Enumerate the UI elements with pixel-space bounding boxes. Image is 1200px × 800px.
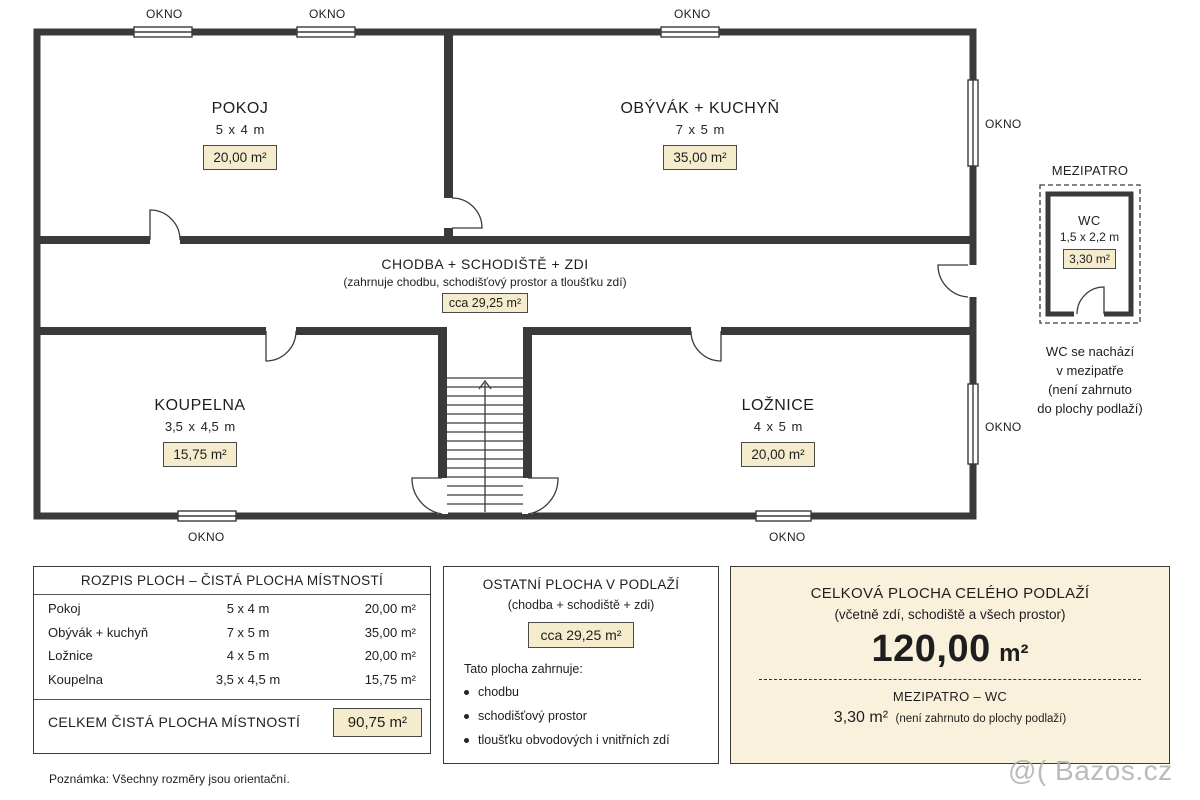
- door-opening: [150, 235, 180, 245]
- cell-dims: 4 x 5 m: [226, 648, 270, 664]
- room-name: KOUPELNA: [154, 397, 246, 414]
- list-item-text: tloušťku obvodových i vnitřních zdí: [478, 733, 670, 747]
- door-opening: [437, 478, 448, 514]
- list-item-text: schodišťový prostor: [478, 709, 587, 723]
- room-name: POKOJ: [211, 100, 269, 117]
- room-loznice: [678, 397, 878, 467]
- room-dimensions: 1,5 x 2,2 m: [1059, 230, 1120, 244]
- door-opening: [443, 198, 454, 228]
- list-item: [464, 704, 718, 728]
- window-bottom-1: [178, 511, 236, 521]
- table-row: [48, 668, 416, 692]
- window-label: OKNO: [769, 530, 806, 544]
- note-line: (není zahrnuto: [1048, 382, 1132, 397]
- window-top-2: [297, 27, 355, 37]
- table-row: [48, 597, 416, 621]
- stair-opening: [447, 326, 523, 336]
- room-area: 20,00 m²: [741, 442, 814, 467]
- cell-dims: 3,5 x 4,5 m: [215, 671, 281, 687]
- window-label: OKNO: [309, 7, 346, 21]
- door-swing-obyvak: [452, 198, 482, 228]
- cell-area: 35,00 m²: [364, 624, 416, 640]
- bullet-icon: [464, 738, 469, 743]
- window-label: OKNO: [985, 117, 1022, 131]
- room-wc: [1048, 213, 1131, 269]
- table-row: [48, 644, 416, 668]
- footnote: Poznámka: Všechny rozměry jsou orientační.: [49, 772, 290, 786]
- cell-room: Koupelna: [48, 671, 103, 687]
- list-item: [464, 680, 718, 704]
- room-dimensions: 3,5 x 4,5 m: [164, 419, 236, 434]
- room-name: WC: [1078, 213, 1101, 228]
- room-dimensions: 7 x 5 m: [675, 122, 725, 137]
- bullet-icon: [464, 690, 469, 695]
- door-opening: [266, 326, 296, 336]
- window-label: OKNO: [146, 7, 183, 21]
- window-label: OKNO: [985, 420, 1022, 434]
- cell-dims: 7 x 5 m: [226, 624, 270, 640]
- window-right-1: [968, 80, 978, 166]
- ostatni-plocha-box: [443, 566, 719, 764]
- rozpis-table: [34, 595, 430, 691]
- total-value: 90,75 m²: [333, 708, 422, 737]
- door-opening: [522, 478, 533, 514]
- cell-area: 15,75 m²: [364, 671, 416, 687]
- bullet-icon: [464, 714, 469, 719]
- rozpis-title: ROZPIS PLOCH – ČISTÁ PLOCHA MÍSTNOSTÍ: [80, 573, 384, 588]
- room-name: LOŽNICE: [741, 397, 815, 414]
- door-opening: [691, 326, 721, 336]
- room-area: cca 29,25 m²: [442, 293, 528, 313]
- room-pokoj: [140, 100, 340, 170]
- window-bottom-2: [756, 511, 811, 521]
- door-swing-corridor-right: [938, 265, 968, 297]
- mezi-title: MEZIPATRO – WC: [892, 689, 1008, 704]
- cell-area: 20,00 m²: [364, 601, 416, 617]
- room-obyvak-kuchyn: [580, 100, 820, 170]
- ostatni-value: cca 29,25 m²: [528, 622, 635, 648]
- room-name: OBÝVÁK + KUCHYŇ: [620, 100, 780, 117]
- room-area: 15,75 m²: [163, 442, 236, 467]
- room-dimensions: 4 x 5 m: [753, 419, 803, 434]
- mezi-value: 3,30 m²: [833, 709, 889, 726]
- ostatni-subtitle: (chodba + schodiště + zdi): [507, 598, 655, 612]
- cell-room: Obývák + kuchyň: [48, 624, 149, 640]
- celkova-unit: m²: [999, 640, 1029, 667]
- celkova-plocha-box: [730, 566, 1170, 764]
- door-opening: [968, 265, 978, 297]
- room-dimensions: (zahrnuje chodbu, schodišťový prostor a tloušťku zdí): [343, 275, 627, 289]
- room-area: 20,00 m²: [203, 145, 276, 170]
- note-line: WC se nachází: [1045, 344, 1135, 359]
- rozpis-ploch-box: [33, 566, 431, 754]
- window-label: OKNO: [674, 7, 711, 21]
- mezipatro-note: [1025, 342, 1155, 418]
- mezipatro-title: MEZIPATRO: [1051, 163, 1129, 178]
- ostatni-title: OSTATNÍ PLOCHA V PODLAŽÍ: [482, 577, 680, 592]
- note-line: v mezipatře: [1056, 363, 1124, 378]
- celkova-value: 120,00: [871, 628, 991, 670]
- celkova-subtitle: (včetně zdí, schodiště a všech prostor): [834, 607, 1066, 622]
- door-swing-wc: [1077, 287, 1104, 314]
- room-dimensions: 5 x 4 m: [215, 122, 265, 137]
- cell-room: Pokoj: [48, 601, 81, 617]
- window-top-3: [661, 27, 719, 37]
- window-label: OKNO: [188, 530, 225, 544]
- cell-room: Ložnice: [48, 648, 93, 664]
- list-item-text: chodbu: [478, 685, 520, 699]
- note-line: do plochy podlaží): [1037, 401, 1143, 416]
- door-opening: [1074, 311, 1104, 318]
- room-chodba: [280, 256, 690, 313]
- room-area: 35,00 m²: [663, 145, 736, 170]
- table-row: [48, 621, 416, 645]
- celkova-title: CELKOVÁ PLOCHA CELÉHO PODLAŽÍ: [810, 585, 1090, 602]
- watermark: @( Bazos.cz: [1008, 755, 1173, 786]
- ostatni-intro: Tato plocha zahrnuje:: [464, 662, 583, 676]
- room-koupelna: [100, 397, 300, 467]
- cell-area: 20,00 m²: [364, 648, 416, 664]
- window-right-2: [968, 384, 978, 464]
- cell-dims: 5 x 4 m: [226, 601, 270, 617]
- room-area: 3,30 m²: [1063, 249, 1116, 269]
- window-top-1: [134, 27, 192, 37]
- list-item: [464, 728, 718, 752]
- room-name: CHODBA + SCHODIŠTĚ + ZDI: [381, 256, 589, 272]
- mezi-note: (není zahrnuto do plochy podlaží): [895, 713, 1067, 725]
- total-label: CELKEM ČISTÁ PLOCHA MÍSTNOSTÍ: [48, 714, 301, 730]
